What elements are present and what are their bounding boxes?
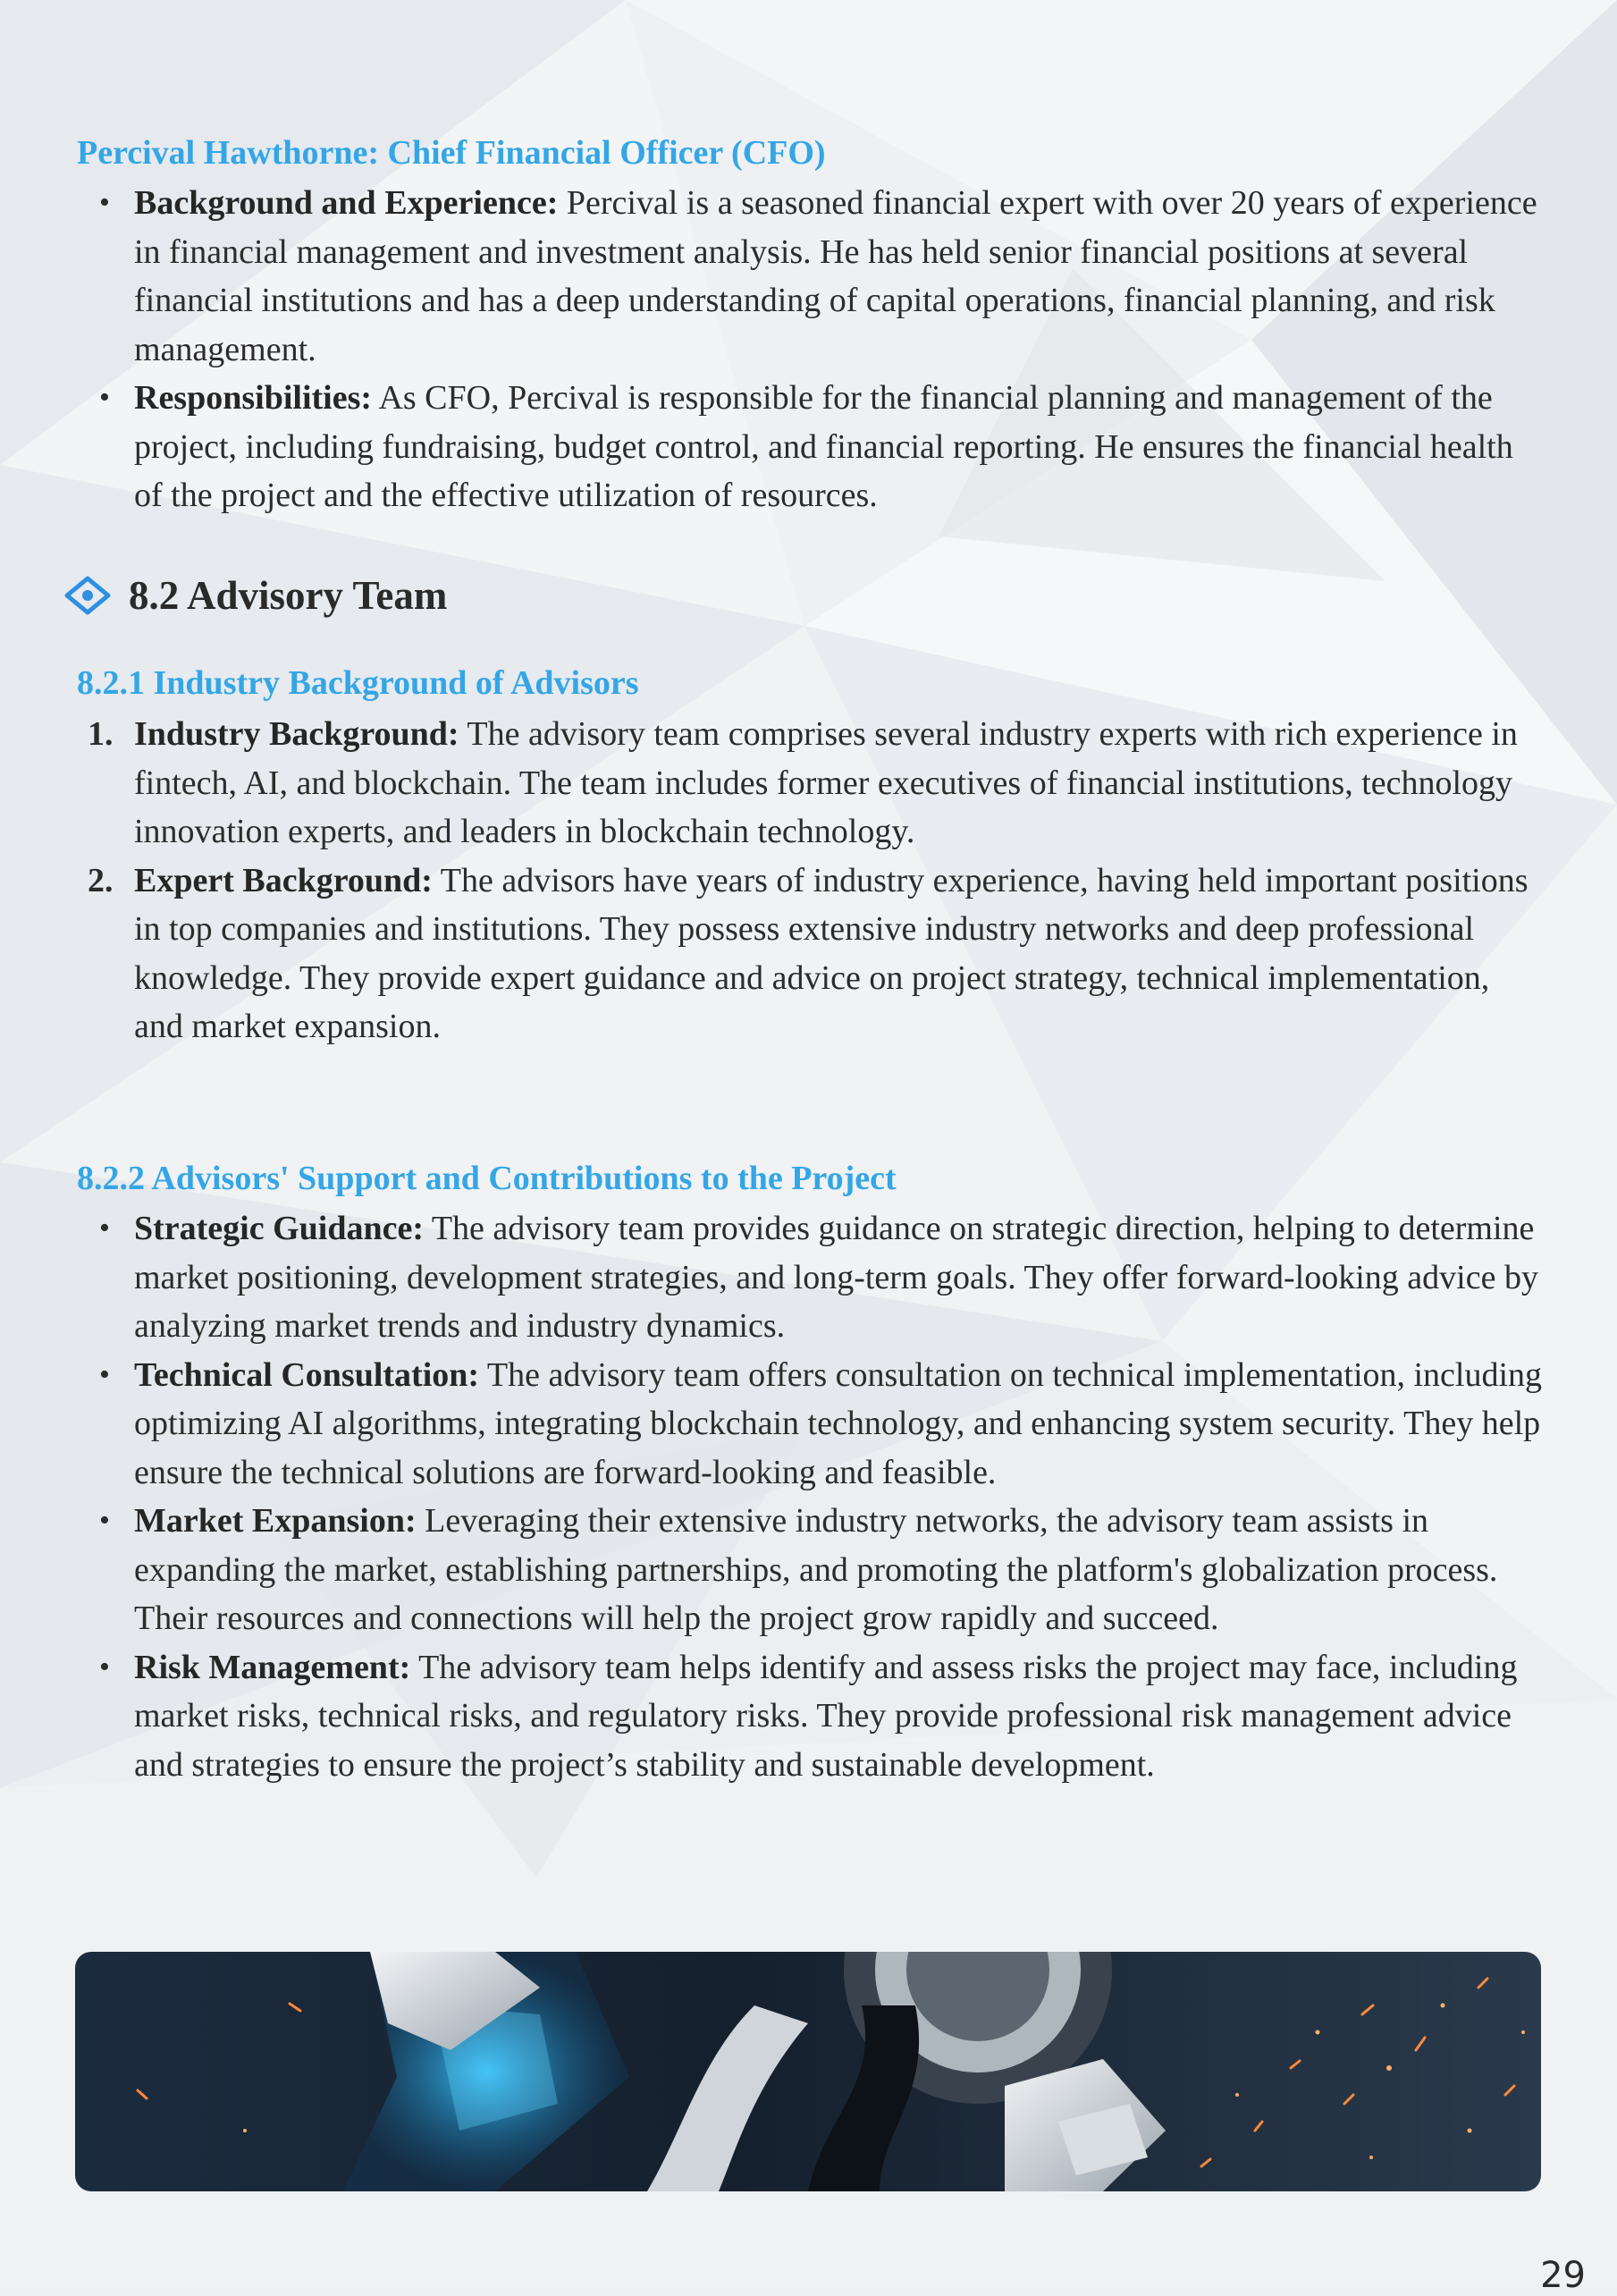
- item-label: Technical Consultation:: [134, 1355, 480, 1394]
- list-item: [99, 1497, 1546, 1643]
- list-item: [99, 179, 1546, 374]
- item-label: Strategic Guidance:: [134, 1210, 425, 1247]
- industry-list: [88, 710, 1546, 1051]
- list-item: [88, 710, 1546, 857]
- item-text: The advisory team comprises several industry experts with rich experience in fintech, AI, and blockchain. The team includes former executives of financial institutions, technology innovation experts, and leaders in blockchain technology.: [134, 715, 1518, 850]
- section-heading: 8.2 Advisory Team: [129, 573, 448, 618]
- cfo-list: [99, 179, 1546, 520]
- item-label: Risk Management:: [134, 1648, 411, 1686]
- item-text: Percival is a seasoned financial expert with over 20 years of experience in financial management and investment analysis. He has held senior financial positions at several financial institutions and has a deep understanding of capital operations, financial planning, and risk management.: [134, 184, 1537, 368]
- robot-illustration: [75, 1952, 1541, 2191]
- bullet-icon: •: [99, 1357, 110, 1391]
- bullet-icon: •: [99, 1211, 110, 1245]
- section-title: [64, 569, 447, 622]
- item-label: Expert Background:: [134, 861, 433, 899]
- page-number: 29: [1540, 2255, 1586, 2296]
- bullet-icon: •: [99, 1650, 110, 1684]
- item-label: Background and Experience:: [134, 184, 559, 222]
- industry-heading: 8.2.1 Industry Background of Advisors: [77, 664, 639, 702]
- list-item: [99, 1351, 1546, 1498]
- item-text: The advisory team helps identify and assess risks the project may face, including market risks, technical risks, and regulatory risks. They provide professional risk management advice and strategies to ensure the project’s stability and sustainable development.: [134, 1648, 1518, 1784]
- bullet-icon: •: [99, 381, 110, 414]
- item-text: The advisors have years of industry experience, having held important positions in top companies and institutions. They possess extensive industry networks and deep professional knowledge. They provide expert guidance and advice on project strategy, technical implementation, and market expansion.: [134, 861, 1529, 1045]
- list-item: [99, 374, 1546, 520]
- list-item: [99, 1204, 1546, 1351]
- bullet-icon: •: [99, 186, 110, 219]
- item-number: 2.: [88, 861, 114, 899]
- cfo-heading: Percival Hawthorne: Chief Financial Officer (CFO): [77, 134, 826, 172]
- item-text: Leveraging their extensive industry networks, the advisory team assists in expanding the market, establishing partnerships, and promoting the platform's globalization process. Their resources and connections will help the project grow rapidly and succeed.: [134, 1502, 1498, 1637]
- robot-banner-image: [75, 1952, 1541, 2191]
- list-item: [99, 1643, 1546, 1790]
- support-list: [99, 1204, 1546, 1789]
- support-heading: 8.2.2 Advisors' Support and Contributions to the Project: [77, 1160, 897, 1197]
- item-text: The advisory team provides guidance on strategic direction, helping to determine market positioning, development strategies, and long-term goals. They offer forward-looking advice by analyzing market trends and industry dynamics.: [134, 1210, 1538, 1345]
- item-label: Market Expansion:: [134, 1502, 417, 1540]
- bullet-icon: •: [99, 1504, 110, 1537]
- diamond-eye-icon: [64, 576, 111, 615]
- item-text: The advisory team offers consultation on technical implementation, including optimizing AI algorithms, integrating blockchain technology, and enhancing system security. They help ensure the technical solutions are forward-looking and feasible.: [134, 1355, 1543, 1491]
- item-number: 1.: [88, 715, 114, 753]
- item-label: Responsibilities:: [134, 379, 373, 417]
- list-item: [88, 857, 1546, 1051]
- item-label: Industry Background:: [134, 715, 459, 753]
- item-text: As CFO, Percival is responsible for the financial planning and management of the project, including fundraising, budget control, and financial reporting. He ensures the financial health of the project and the effective utilization of resources.: [134, 379, 1513, 514]
